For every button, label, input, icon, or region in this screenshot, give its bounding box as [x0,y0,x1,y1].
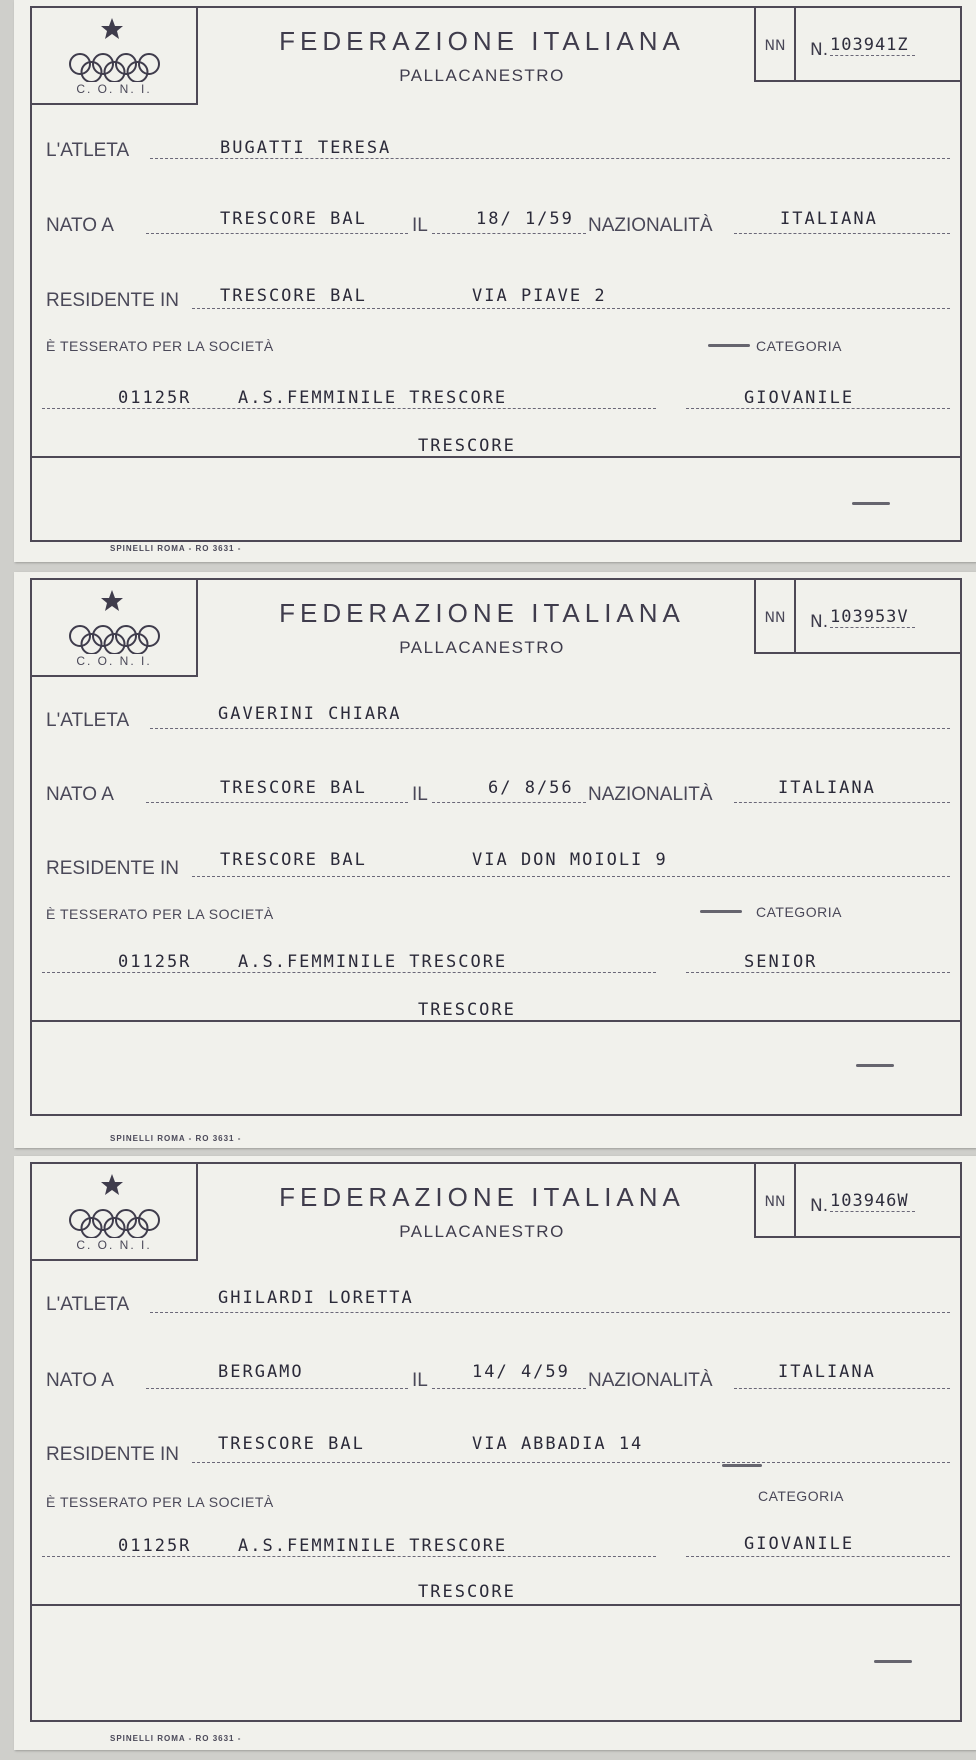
nn-label: NN [764,38,786,54]
society-code: 01125R [118,952,192,972]
date-label: IL [412,784,428,805]
coni-logo [32,580,198,677]
category: GIOVANILE [744,388,855,408]
number-box [754,8,960,82]
date-label: IL [412,1370,428,1391]
athlete-label: L'ATLETA [46,1294,130,1315]
residence-address: VIA PIAVE 2 [472,286,607,306]
nationality-label: NAZIONALITÀ [588,1370,713,1391]
registered-label: È TESSERATO PER LA SOCIETÀ [46,338,274,354]
olympic-rings-icon [62,14,162,82]
athlete-name: BUGATTI TERESA [220,138,392,158]
printer-mark: SPINELLI ROMA - RO 3631 - [110,544,242,553]
residence-city: TRESCORE BAL [220,286,367,306]
society-city: TRESCORE [418,1000,516,1020]
federation-subtitle: PALLACANESTRO [399,1222,565,1241]
card-frame [30,1162,962,1722]
coni-label: C. O. N. I. [76,654,152,668]
registration-card-1 [14,0,976,562]
registration-card-3 [14,1156,976,1750]
card-number: 103953V [830,607,915,628]
birthplace: TRESCORE BAL [220,209,367,229]
society-code: 01125R [118,1536,192,1556]
nn-label: NN [764,1194,786,1210]
society-city: TRESCORE [418,1582,516,1602]
card-number: 103946W [830,1191,915,1212]
resident-label: RESIDENTE IN [46,1444,180,1465]
society-city: TRESCORE [418,436,516,456]
nationality-label: NAZIONALITÀ [588,215,713,236]
card-frame [30,578,962,1116]
nationality: ITALIANA [780,209,878,229]
number-label: N. [810,612,829,632]
federation-subtitle: PALLACANESTRO [399,66,565,85]
born-in-label: NATO A [46,1370,114,1391]
birthdate: 14/ 4/59 [472,1362,570,1382]
card-frame [30,6,962,542]
federation-subtitle: PALLACANESTRO [399,638,565,657]
coni-label: C. O. N. I. [76,82,152,96]
birthplace: BERGAMO [218,1362,304,1382]
printer-mark: SPINELLI ROMA - RO 3631 - [110,1734,242,1743]
federation-title: FEDERAZIONE ITALIANA [279,1182,685,1212]
coni-logo [32,8,198,105]
number-label: N. [810,1196,829,1216]
category: GIOVANILE [744,1534,855,1554]
nn-label: NN [764,610,786,626]
coni-label: C. O. N. I. [76,1238,152,1252]
nationality: ITALIANA [778,778,876,798]
birthdate: 18/ 1/59 [476,209,574,229]
card-number: 103941Z [830,35,915,56]
category-label: CATEGORIA [756,338,842,354]
federation-title: FEDERAZIONE ITALIANA [279,26,685,56]
registered-label: È TESSERATO PER LA SOCIETÀ [46,1494,274,1510]
number-label: N. [810,40,829,60]
birthdate: 6/ 8/56 [488,778,574,798]
registered-label: È TESSERATO PER LA SOCIETÀ [46,906,274,922]
society-name: A.S.FEMMINILE TRESCORE [238,1536,508,1556]
residence-city: TRESCORE BAL [218,1434,365,1454]
date-label: IL [412,215,428,236]
olympic-rings-icon [62,586,162,654]
society-code: 01125R [118,388,192,408]
federation-title: FEDERAZIONE ITALIANA [279,598,685,628]
society-name: A.S.FEMMINILE TRESCORE [238,952,508,972]
society-name: A.S.FEMMINILE TRESCORE [238,388,508,408]
residence-address: VIA DON MOIOLI 9 [472,850,668,870]
nationality-label: NAZIONALITÀ [588,784,713,805]
coni-logo [32,1164,198,1261]
birthplace: TRESCORE BAL [220,778,367,798]
born-in-label: NATO A [46,784,114,805]
athlete-name: GAVERINI CHIARA [218,704,402,724]
category: SENIOR [744,952,818,972]
category-label: CATEGORIA [756,904,842,920]
born-in-label: NATO A [46,215,114,236]
category-label: CATEGORIA [758,1488,844,1504]
residence-city: TRESCORE BAL [220,850,367,870]
athlete-label: L'ATLETA [46,140,130,161]
nationality: ITALIANA [778,1362,876,1382]
resident-label: RESIDENTE IN [46,858,180,879]
resident-label: RESIDENTE IN [46,290,180,311]
olympic-rings-icon [62,1170,162,1238]
number-box [754,580,960,654]
printer-mark: SPINELLI ROMA - RO 3631 - [110,1134,242,1143]
athlete-label: L'ATLETA [46,710,130,731]
registration-card-2 [14,572,976,1148]
athlete-name: GHILARDI LORETTA [218,1288,414,1308]
residence-address: VIA ABBADIA 14 [472,1434,644,1454]
number-box [754,1164,960,1238]
